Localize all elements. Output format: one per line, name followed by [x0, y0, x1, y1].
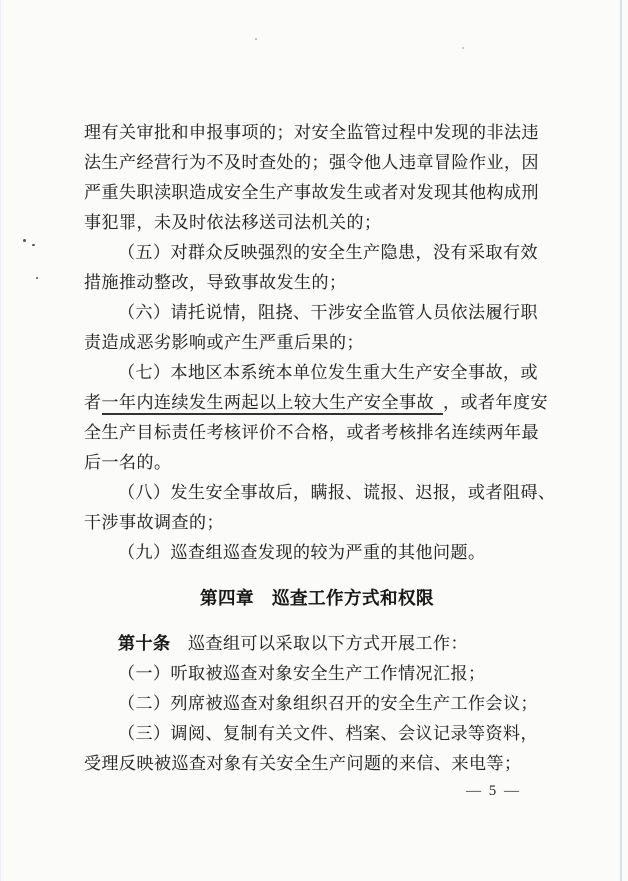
- article-text: 巡查组可以采取以下方式开展工作：: [170, 634, 468, 653]
- scan-speck: [32, 244, 35, 246]
- line-suffix-text: ，或者年度安: [443, 393, 548, 412]
- body-line: 受理反映被巡查对象有关安全生产问题的来信、来电等；: [84, 754, 522, 773]
- article-number-bold: 第十条: [118, 634, 171, 653]
- scan-speck: [255, 38, 257, 40]
- line-prefix-text: 者: [84, 393, 102, 412]
- body-line-with-underline: [84, 388, 550, 418]
- chapter-heading: 第四章 巡查工作方式和权限: [200, 588, 434, 608]
- page-number: — 5 —: [466, 783, 521, 799]
- document-body: [84, 118, 556, 779]
- body-line: 事犯罪，未及时依法移送司法机关的；: [84, 213, 382, 232]
- body-line: 责造成恶劣影响或产生严重后果的；: [84, 333, 364, 352]
- clause-item-2-line: （二）列席被巡查对象组织召开的安全生产工作会议；: [118, 694, 538, 713]
- clause-item-9-line: （九）巡查组巡查发现的较为严重的其他问题。: [118, 543, 486, 562]
- scan-edge-left: [0, 0, 1, 881]
- clause-item-1-line: （一）听取被巡查对象安全生产工作情况汇报；: [118, 664, 486, 683]
- body-line: 全生产目标责任考核评价不合格，或者考核排名连续两年最: [84, 423, 539, 442]
- clause-item-6-line: （六）请托说情，阻挠、干涉安全监管人员依法履行职: [118, 303, 538, 322]
- scan-speck: [462, 47, 464, 49]
- clause-item-7-line: （七）本地区本系统本单位发生重大生产安全事故，或: [118, 363, 538, 382]
- body-line: 后一名的。: [84, 453, 172, 472]
- body-line: 严重失职渎职造成安全生产事故发生或者对发现其他构成刑: [84, 183, 539, 202]
- body-line: 措施推动整改，导致事故发生的；: [84, 273, 347, 292]
- article-10-line: [84, 629, 550, 659]
- body-line: 法生产经营行为不及时查处的；强令他人违章冒险作业，因: [84, 153, 539, 172]
- clause-item-8-line: （八）发生安全事故后，瞒报、谎报、迟报，或者阻碍、: [118, 483, 556, 502]
- body-line: 理有关审批和申报事项的；对安全监管过程中发现的非法违: [84, 123, 539, 142]
- hand-drawn-underline-text: 一年内连续发生两起以上较大生产安全事故: [102, 393, 444, 415]
- clause-item-3-line: （三）调阅、复制有关文件、档案、会议记录等资料，: [118, 724, 538, 743]
- scan-speck: [36, 277, 38, 279]
- clause-item-5-line: （五）对群众反映强烈的安全生产隐患，没有采取有效: [118, 243, 538, 262]
- scan-edge-right: [620, 0, 622, 881]
- body-line: 干涉事故调查的；: [84, 513, 224, 532]
- scan-speck: [23, 239, 26, 242]
